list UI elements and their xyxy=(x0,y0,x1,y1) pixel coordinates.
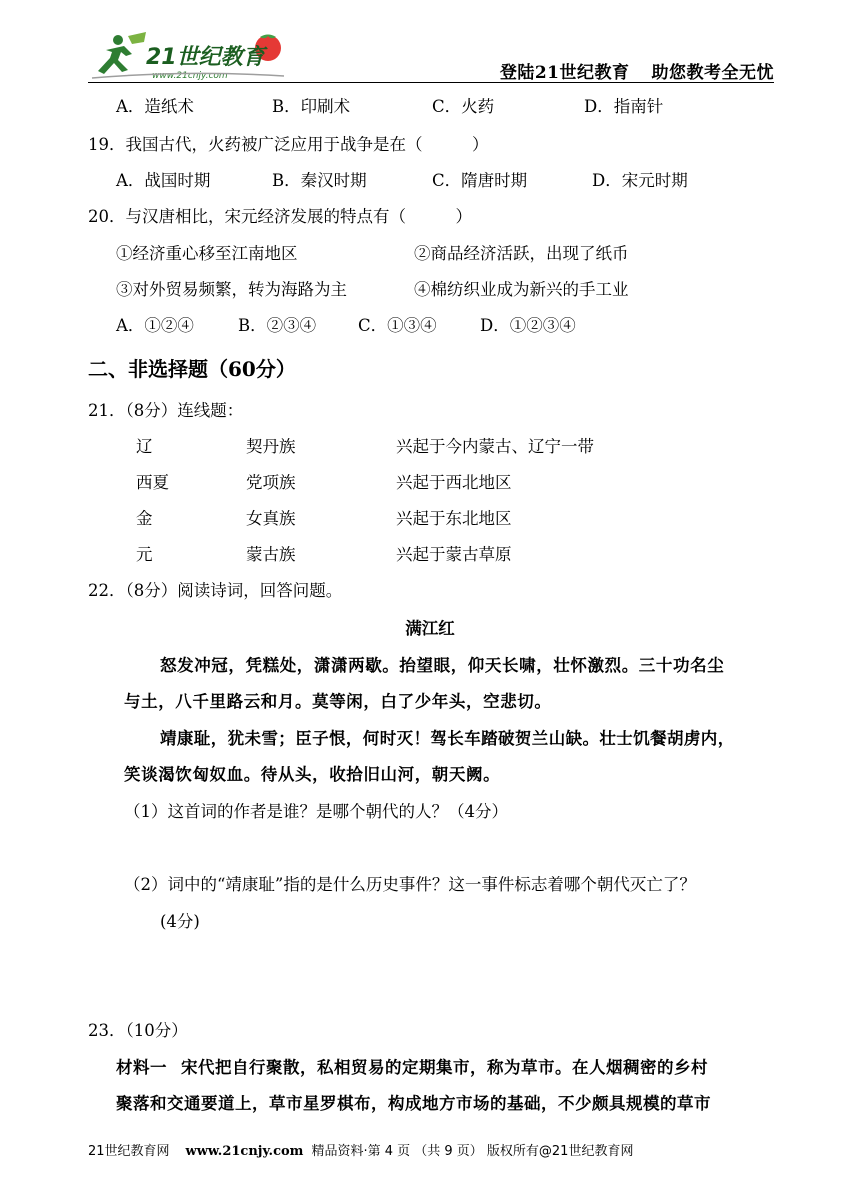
q20-items-row1 xyxy=(0,243,860,265)
q21-origin: 兴起于今内蒙古、辽宁一带 xyxy=(396,437,594,456)
q20-item-1: ①经济重心移至江南地区 xyxy=(116,244,298,263)
q18-option-a: A．造纸术 xyxy=(116,97,194,116)
q21-dynasty: 辽 xyxy=(136,437,153,456)
q23-material-line xyxy=(116,1057,708,1079)
footer-site: 21世纪教育网 xyxy=(88,1144,170,1159)
header-slogan xyxy=(478,58,774,83)
q21-row xyxy=(0,436,860,458)
poem-line: 与土，八千里路云和月。莫等闲，白了少年头，空悲切。 xyxy=(124,692,552,711)
poem-line: 笑谈渴饮匈奴血。待从头，收拾旧山河，朝天阙。 xyxy=(124,765,501,784)
page-footer xyxy=(88,1140,633,1159)
q21-origin: 兴起于东北地区 xyxy=(396,509,512,528)
q21-origin: 兴起于西北地区 xyxy=(396,473,512,492)
q19-option-c: C．隋唐时期 xyxy=(432,171,528,190)
q19-stem: 19．我国古代，火药被广泛应用于战争是在（ ） xyxy=(88,135,489,154)
poem-title: 满江红 xyxy=(405,619,455,638)
q20-option-a: A．①②④ xyxy=(116,316,194,335)
q21-row xyxy=(0,544,860,566)
q19-option-d: D．宋元时期 xyxy=(592,171,688,190)
q21-row xyxy=(0,508,860,530)
q20-items-row2 xyxy=(0,279,860,301)
q21-ethnic: 党项族 xyxy=(246,473,296,492)
q20-option-c: C．①③④ xyxy=(358,316,437,335)
slogan-left: 登陆21世纪教育 xyxy=(499,63,630,83)
q21-dynasty: 西夏 xyxy=(136,473,169,492)
q21-row xyxy=(0,472,860,494)
q22-sub2-score: (4分) xyxy=(160,912,200,931)
q18-option-b: B．印刷术 xyxy=(272,97,351,116)
q21-ethnic: 女真族 xyxy=(246,509,296,528)
q20-options xyxy=(0,315,860,337)
q21-origin: 兴起于蒙古草原 xyxy=(396,545,512,564)
q20-option-b: B．②③④ xyxy=(238,316,317,335)
logo-text: 21世纪教育 xyxy=(146,45,265,70)
q23-stem: 23．（10分） xyxy=(88,1021,188,1040)
material-text: 宋代把自行聚散，私相贸易的定期集市，称为草市。在人烟稠密的乡村 xyxy=(181,1058,708,1077)
material-label: 材料一 xyxy=(116,1058,167,1077)
q21-dynasty: 元 xyxy=(136,545,153,564)
q21-ethnic: 蒙古族 xyxy=(246,545,296,564)
q19-option-a: A．战国时期 xyxy=(116,171,211,190)
q21-dynasty: 金 xyxy=(136,509,153,528)
q20-item-3: ③对外贸易频繁，转为海路为主 xyxy=(116,280,347,299)
q23-material-line: 聚落和交通要道上，草市星罗棋布，构成地方市场的基础，不少颇具规模的草市 xyxy=(116,1094,711,1113)
footer-info: 精品资料·第 4 页 （共 9 页） 版权所有@21世纪教育网 xyxy=(311,1144,634,1159)
q20-option-d: D．①②③④ xyxy=(480,316,576,335)
poem-line: 靖康耻，犹未雪；臣子恨，何时灭！驾长车踏破贺兰山缺。壮士饥餐胡虏内， xyxy=(160,729,735,748)
q22-stem: 22．（8分）阅读诗词，回答问题。 xyxy=(88,581,343,600)
page-header xyxy=(88,28,774,84)
header-rule xyxy=(88,82,774,83)
q21-stem: 21．（8分）连线题： xyxy=(88,401,244,420)
q20-item-2: ②商品经济活跃，出现了纸币 xyxy=(414,244,629,263)
q18-options xyxy=(0,96,860,118)
q22-sub2: （2）词中的“靖康耻”指的是什么历史事件？这一事件标志着哪个朝代灭亡了？ xyxy=(124,875,696,894)
q19-option-b: B．秦汉时期 xyxy=(272,171,367,190)
q18-option-c: C．火药 xyxy=(432,97,495,116)
q21-ethnic: 契丹族 xyxy=(246,437,296,456)
slogan-right: 助您教考全无忧 xyxy=(651,63,774,83)
footer-url: www.21cnjy.com xyxy=(185,1144,304,1159)
q20-item-4: ④棉纺织业成为新兴的手工业 xyxy=(414,280,629,299)
poem-line: 怒发冲冠，凭糕处，潇潇两歇。抬望眼，仰天长啸，壮怀激烈。三十功名尘 xyxy=(160,656,725,675)
q22-sub1: （1）这首词的作者是谁？是哪个朝代的人？（4分） xyxy=(124,802,508,821)
q20-stem: 20．与汉唐相比，宋元经济发展的特点有（ ） xyxy=(88,207,472,226)
q19-options xyxy=(0,170,860,192)
logo-url: www.21cnjy.com xyxy=(152,71,228,81)
site-logo xyxy=(88,28,288,82)
q18-option-d: D．指南针 xyxy=(584,97,664,116)
section-title: 二、非选择题（60分） xyxy=(88,357,296,381)
